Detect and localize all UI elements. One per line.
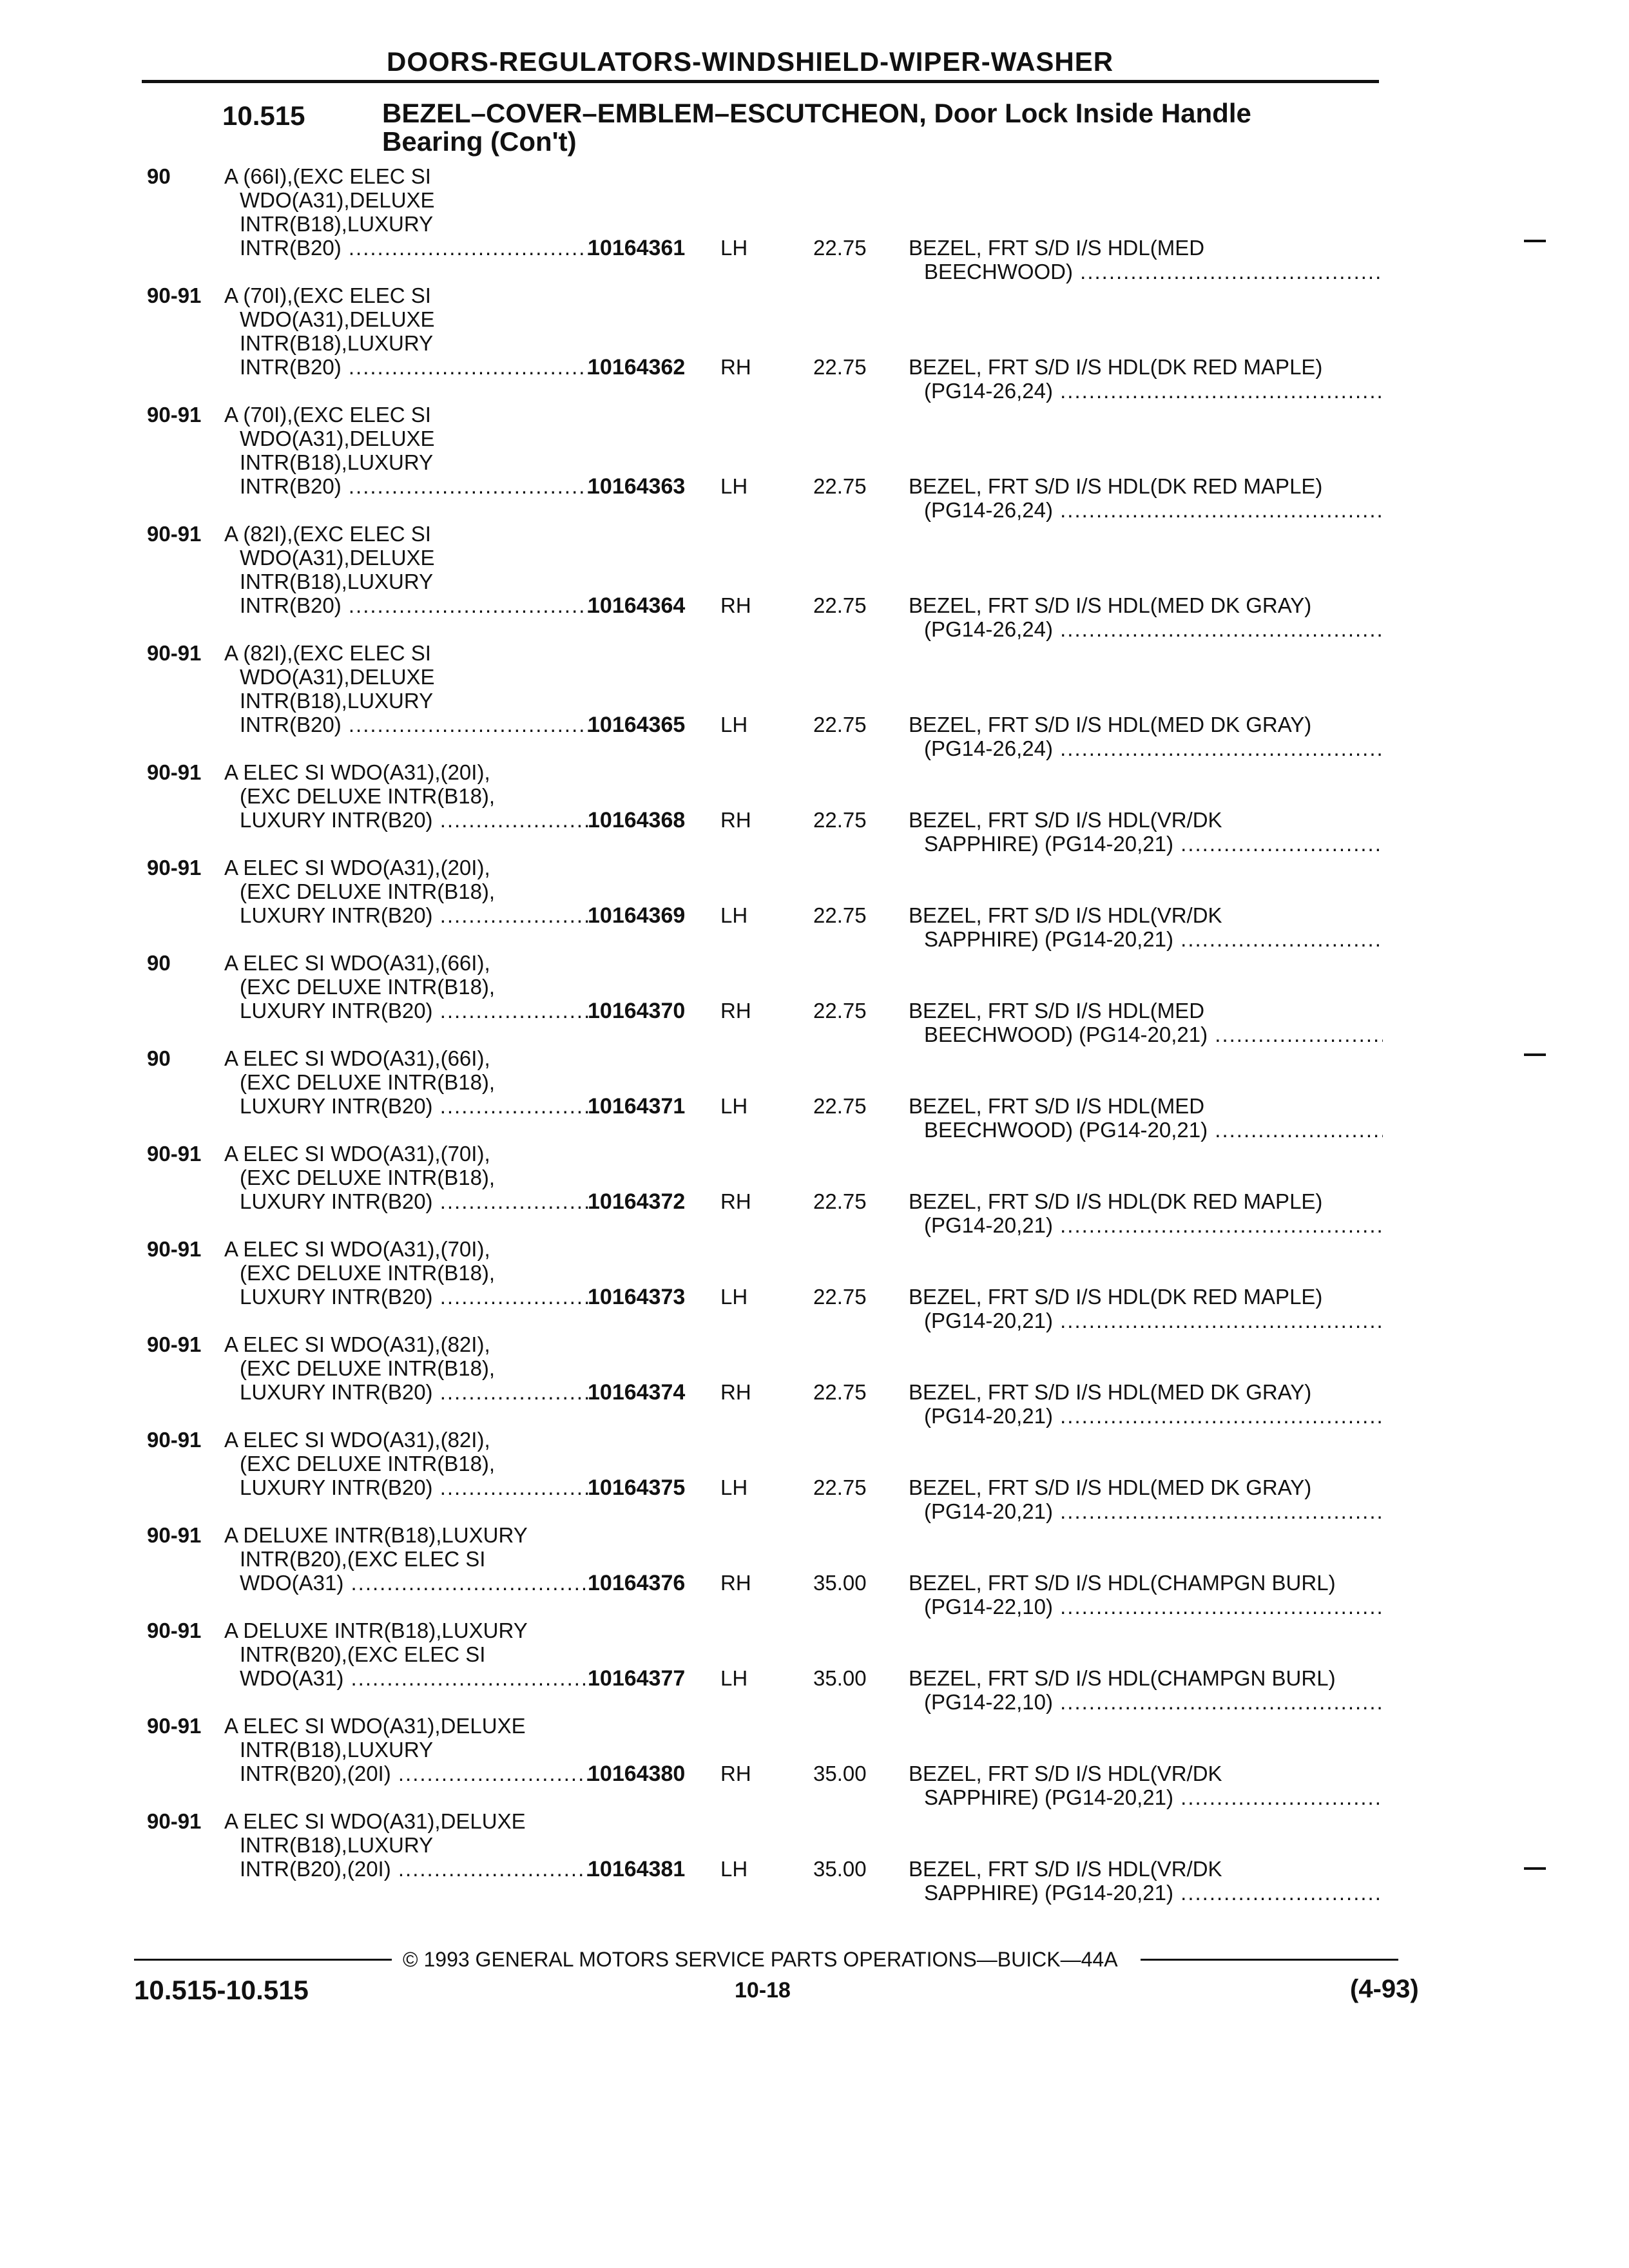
- model-years: 90: [147, 1046, 171, 1070]
- price: 22.75: [813, 1189, 867, 1213]
- part-description: [909, 1571, 1398, 1619]
- usage-description: [224, 284, 585, 379]
- list-item: [0, 522, 1629, 641]
- part-description: [909, 999, 1398, 1046]
- model-years: 90: [147, 164, 171, 188]
- part-description: [909, 593, 1398, 641]
- model-years: 90-91: [147, 403, 202, 427]
- usage-line: (EXC DELUXE INTR(B18),: [240, 784, 496, 808]
- section-title-line2: Bearing (Con't): [382, 126, 577, 157]
- model-years: 90-91: [147, 1142, 202, 1166]
- part-description: [909, 1094, 1398, 1142]
- usage-line: INTR(B20) .....: [224, 355, 592, 379]
- usage-line: A (82I),(EXC ELEC SI: [224, 641, 431, 665]
- list-item: [0, 641, 1629, 760]
- usage-line: LUXURY INTR(B20) .....: [224, 1189, 592, 1213]
- part-description-line2: (PG14-20,21) .....: [909, 1213, 1383, 1237]
- part-number: 10164362: [588, 355, 686, 380]
- part-description-line1: BEZEL, FRT S/D I/S HDL(VR/DK: [909, 1857, 1222, 1881]
- usage-line: INTR(B18),LUXURY: [240, 1738, 434, 1762]
- part-description: [909, 1475, 1398, 1523]
- header-rule: [142, 80, 1379, 83]
- usage-line: INTR(B20),(EXC ELEC SI: [240, 1642, 486, 1666]
- usage-line: A ELEC SI WDO(A31),DELUXE: [224, 1809, 526, 1833]
- list-item: [0, 1332, 1629, 1428]
- usage-line: INTR(B18),LUXURY: [240, 1833, 434, 1857]
- part-description-line2: (PG14-26,24) .....: [909, 379, 1383, 403]
- usage-line: INTR(B20),(EXC ELEC SI: [240, 1547, 486, 1571]
- usage-line: INTR(B18),LUXURY: [240, 570, 434, 593]
- list-item: [0, 164, 1629, 284]
- price: 22.75: [813, 236, 867, 260]
- list-item: [0, 1428, 1629, 1523]
- side-indicator: RH: [720, 1571, 751, 1595]
- usage-description: [224, 856, 585, 927]
- part-description-line2: BEECHWOOD) (PG14-20,21) .....: [909, 1023, 1383, 1046]
- list-item: [0, 284, 1629, 403]
- list-item: [0, 403, 1629, 522]
- usage-line: WDO(A31) .....: [224, 1571, 592, 1595]
- part-description-line1: BEZEL, FRT S/D I/S HDL(MED DK GRAY): [909, 713, 1312, 736]
- part-description: [909, 1762, 1398, 1809]
- model-years: 90-91: [147, 1428, 202, 1452]
- usage-line: A DELUXE INTR(B18),LUXURY: [224, 1619, 528, 1642]
- page-header: DOORS-REGULATORS-WINDSHIELD-WIPER-WASHER: [387, 46, 1114, 77]
- usage-line: WDO(A31),DELUXE: [240, 546, 435, 570]
- usage-line: A (70I),(EXC ELEC SI: [224, 403, 431, 427]
- model-years: 90-91: [147, 522, 202, 546]
- list-item: [0, 1714, 1629, 1809]
- part-description: [909, 1285, 1398, 1332]
- usage-description: [224, 403, 585, 498]
- part-description-line1: BEZEL, FRT S/D I/S HDL(CHAMPGN BURL): [909, 1571, 1336, 1595]
- side-indicator: RH: [720, 593, 751, 617]
- price: 22.75: [813, 808, 867, 832]
- usage-line: A ELEC SI WDO(A31),(70I),: [224, 1237, 490, 1261]
- part-description-line2: (PG14-22,10) .....: [909, 1595, 1383, 1619]
- usage-line: (EXC DELUXE INTR(B18),: [240, 1166, 496, 1189]
- part-description-line1: BEZEL, FRT S/D I/S HDL(VR/DK: [909, 1762, 1222, 1785]
- usage-line: LUXURY INTR(B20) .....: [224, 1094, 592, 1118]
- usage-line: INTR(B20),(20I) .....: [224, 1857, 592, 1881]
- usage-description: [224, 1523, 585, 1595]
- usage-description: [224, 1809, 585, 1881]
- usage-line: LUXURY INTR(B20) .....: [224, 999, 592, 1023]
- usage-description: [224, 1332, 585, 1404]
- footer-rule-left: [134, 1959, 392, 1961]
- side-indicator: RH: [720, 355, 751, 379]
- footer-copyright: © 1993 GENERAL MOTORS SERVICE PARTS OPERATIONS—BUICK—44A: [403, 1948, 1118, 1971]
- list-item: [0, 1237, 1629, 1332]
- usage-line: (EXC DELUXE INTR(B18),: [240, 975, 496, 999]
- price: 35.00: [813, 1762, 867, 1785]
- part-description-line1: BEZEL, FRT S/D I/S HDL(MED: [909, 236, 1205, 260]
- usage-line: A ELEC SI WDO(A31),(70I),: [224, 1142, 490, 1166]
- part-description-line1: BEZEL, FRT S/D I/S HDL(DK RED MAPLE): [909, 1189, 1323, 1213]
- part-description: [909, 808, 1398, 856]
- usage-line: A ELEC SI WDO(A31),(82I),: [224, 1428, 490, 1452]
- usage-line: A ELEC SI WDO(A31),DELUXE: [224, 1714, 526, 1738]
- usage-line: A ELEC SI WDO(A31),(20I),: [224, 760, 490, 784]
- section-title-line1: BEZEL–COVER–EMBLEM–ESCUTCHEON, Door Lock Inside Handle: [382, 98, 1251, 128]
- usage-line: A DELUXE INTR(B18),LUXURY: [224, 1523, 528, 1547]
- list-item: [0, 1046, 1629, 1142]
- margin-mark: [1524, 240, 1546, 242]
- usage-description: [224, 1046, 585, 1118]
- part-number: 10164376: [588, 1571, 686, 1595]
- usage-description: [224, 1142, 585, 1213]
- part-number: 10164370: [588, 999, 686, 1023]
- model-years: 90-91: [147, 1523, 202, 1547]
- part-description-line1: BEZEL, FRT S/D I/S HDL(CHAMPGN BURL): [909, 1666, 1336, 1690]
- part-description-line1: BEZEL, FRT S/D I/S HDL(MED DK GRAY): [909, 1475, 1312, 1499]
- list-item: [0, 1142, 1629, 1237]
- part-description-line1: BEZEL, FRT S/D I/S HDL(MED: [909, 999, 1205, 1023]
- margin-mark: [1524, 1867, 1546, 1870]
- price: 35.00: [813, 1571, 867, 1595]
- usage-line: INTR(B20) .....: [224, 474, 592, 498]
- model-years: 90-91: [147, 856, 202, 879]
- usage-description: [224, 164, 585, 260]
- price: 22.75: [813, 903, 867, 927]
- side-indicator: RH: [720, 1762, 751, 1785]
- part-description: [909, 236, 1398, 284]
- part-description-line2: (PG14-26,24) .....: [909, 736, 1383, 760]
- price: 22.75: [813, 999, 867, 1023]
- usage-line: A ELEC SI WDO(A31),(66I),: [224, 1046, 490, 1070]
- footer-rule-right: [1141, 1959, 1398, 1961]
- usage-description: [224, 1714, 585, 1785]
- list-item: [0, 856, 1629, 951]
- usage-line: INTR(B18),LUXURY: [240, 450, 434, 474]
- usage-line: A ELEC SI WDO(A31),(82I),: [224, 1332, 490, 1356]
- usage-line: INTR(B20),(20I) .....: [224, 1762, 592, 1785]
- footer-page-number: 10-18: [735, 1978, 791, 2003]
- model-years: 90-91: [147, 1714, 202, 1738]
- usage-description: [224, 951, 585, 1023]
- usage-line: INTR(B18),LUXURY: [240, 331, 434, 355]
- usage-line: WDO(A31),DELUXE: [240, 427, 435, 450]
- side-indicator: LH: [720, 1094, 748, 1118]
- part-description-line2: (PG14-26,24) .....: [909, 617, 1383, 641]
- part-description: [909, 474, 1398, 522]
- price: 22.75: [813, 1285, 867, 1309]
- usage-line: A ELEC SI WDO(A31),(20I),: [224, 856, 490, 879]
- part-number: 10164377: [588, 1666, 686, 1691]
- model-years: 90-91: [147, 1809, 202, 1833]
- price: 22.75: [813, 1094, 867, 1118]
- model-years: 90-91: [147, 284, 202, 307]
- price: 35.00: [813, 1666, 867, 1690]
- margin-mark: [1524, 1053, 1546, 1056]
- price: 22.75: [813, 1380, 867, 1404]
- usage-line: A (70I),(EXC ELEC SI: [224, 284, 431, 307]
- part-description-line2: SAPPHIRE) (PG14-20,21) .....: [909, 1881, 1383, 1905]
- part-description-line1: BEZEL, FRT S/D I/S HDL(VR/DK: [909, 808, 1222, 832]
- usage-line: A ELEC SI WDO(A31),(66I),: [224, 951, 490, 975]
- part-number: 10164371: [588, 1094, 686, 1119]
- part-number: 10164381: [588, 1857, 686, 1881]
- side-indicator: LH: [720, 1475, 748, 1499]
- part-number: 10164374: [588, 1380, 686, 1405]
- part-number: 10164364: [588, 593, 686, 618]
- price: 22.75: [813, 713, 867, 736]
- side-indicator: RH: [720, 1189, 751, 1213]
- part-description-line1: BEZEL, FRT S/D I/S HDL(MED DK GRAY): [909, 1380, 1312, 1404]
- part-description-line1: BEZEL, FRT S/D I/S HDL(DK RED MAPLE): [909, 1285, 1323, 1309]
- part-number: 10164372: [588, 1189, 686, 1214]
- usage-line: LUXURY INTR(B20) .....: [224, 903, 592, 927]
- model-years: 90-91: [147, 1332, 202, 1356]
- part-number: 10164361: [588, 236, 686, 260]
- model-years: 90: [147, 951, 171, 975]
- footer-date: (4-93): [1350, 1975, 1419, 2003]
- footer-section-range: 10.515-10.515: [134, 1975, 309, 2005]
- model-years: 90-91: [147, 1619, 202, 1642]
- usage-line: (EXC DELUXE INTR(B18),: [240, 879, 496, 903]
- part-description-line2: (PG14-20,21) .....: [909, 1404, 1383, 1428]
- part-description-line1: BEZEL, FRT S/D I/S HDL(VR/DK: [909, 903, 1222, 927]
- side-indicator: LH: [720, 236, 748, 260]
- list-item: [0, 1619, 1629, 1714]
- part-description: [909, 1189, 1398, 1237]
- part-description-line1: BEZEL, FRT S/D I/S HDL(MED: [909, 1094, 1205, 1118]
- price: 35.00: [813, 1857, 867, 1881]
- side-indicator: LH: [720, 1857, 748, 1881]
- usage-description: [224, 522, 585, 617]
- model-years: 90-91: [147, 1237, 202, 1261]
- usage-line: INTR(B20) .....: [224, 593, 592, 617]
- usage-line: WDO(A31) .....: [224, 1666, 592, 1690]
- model-years: 90-91: [147, 760, 202, 784]
- usage-line: A (66I),(EXC ELEC SI: [224, 164, 431, 188]
- part-description-line1: BEZEL, FRT S/D I/S HDL(MED DK GRAY): [909, 593, 1312, 617]
- part-description-line2: BEECHWOOD) .....: [909, 260, 1383, 284]
- part-description-line2: (PG14-22,10) .....: [909, 1690, 1383, 1714]
- part-description: [909, 713, 1398, 760]
- usage-line: INTR(B20) .....: [224, 236, 592, 260]
- part-description: [909, 903, 1398, 951]
- side-indicator: LH: [720, 1285, 748, 1309]
- part-number: 10164369: [588, 903, 686, 928]
- price: 22.75: [813, 593, 867, 617]
- usage-line: LUXURY INTR(B20) .....: [224, 1285, 592, 1309]
- price: 22.75: [813, 355, 867, 379]
- side-indicator: LH: [720, 1666, 748, 1690]
- usage-line: WDO(A31),DELUXE: [240, 665, 435, 689]
- part-description-line2: SAPPHIRE) (PG14-20,21) .....: [909, 1785, 1383, 1809]
- usage-line: LUXURY INTR(B20) .....: [224, 808, 592, 832]
- usage-line: INTR(B20) .....: [224, 713, 592, 736]
- side-indicator: RH: [720, 999, 751, 1023]
- usage-line: (EXC DELUXE INTR(B18),: [240, 1452, 496, 1475]
- usage-line: WDO(A31),DELUXE: [240, 188, 435, 212]
- usage-description: [224, 1428, 585, 1499]
- price: 22.75: [813, 474, 867, 498]
- side-indicator: LH: [720, 474, 748, 498]
- part-number: 10164380: [588, 1762, 686, 1786]
- usage-line: INTR(B18),LUXURY: [240, 689, 434, 713]
- price: 22.75: [813, 1475, 867, 1499]
- part-description-line2: (PG14-26,24) .....: [909, 498, 1383, 522]
- list-item: [0, 1523, 1629, 1619]
- part-description: [909, 1666, 1398, 1714]
- usage-line: (EXC DELUXE INTR(B18),: [240, 1261, 496, 1285]
- side-indicator: RH: [720, 808, 751, 832]
- list-item: [0, 1809, 1629, 1905]
- usage-description: [224, 1237, 585, 1309]
- usage-line: WDO(A31),DELUXE: [240, 307, 435, 331]
- usage-line: LUXURY INTR(B20) .....: [224, 1380, 592, 1404]
- part-number: 10164375: [588, 1475, 686, 1500]
- side-indicator: RH: [720, 1380, 751, 1404]
- part-description-line2: BEECHWOOD) (PG14-20,21) .....: [909, 1118, 1383, 1142]
- usage-line: (EXC DELUXE INTR(B18),: [240, 1070, 496, 1094]
- part-description-line2: SAPPHIRE) (PG14-20,21) .....: [909, 927, 1383, 951]
- part-number: 10164365: [588, 713, 686, 737]
- usage-description: [224, 641, 585, 736]
- part-number: 10164363: [588, 474, 686, 499]
- usage-line: (EXC DELUXE INTR(B18),: [240, 1356, 496, 1380]
- part-description: [909, 1380, 1398, 1428]
- part-description-line1: BEZEL, FRT S/D I/S HDL(DK RED MAPLE): [909, 474, 1323, 498]
- part-description-line1: BEZEL, FRT S/D I/S HDL(DK RED MAPLE): [909, 355, 1323, 379]
- section-number: 10.515: [222, 101, 305, 131]
- section-title: [382, 99, 1349, 156]
- model-years: 90-91: [147, 641, 202, 665]
- usage-description: [224, 760, 585, 832]
- usage-description: [224, 1619, 585, 1690]
- side-indicator: LH: [720, 903, 748, 927]
- part-description: [909, 355, 1398, 403]
- part-number: 10164368: [588, 808, 686, 832]
- part-description-line2: SAPPHIRE) (PG14-20,21) .....: [909, 832, 1383, 856]
- list-item: [0, 951, 1629, 1046]
- usage-line: LUXURY INTR(B20) .....: [224, 1475, 592, 1499]
- side-indicator: LH: [720, 713, 748, 736]
- list-item: [0, 760, 1629, 856]
- usage-line: A (82I),(EXC ELEC SI: [224, 522, 431, 546]
- part-description: [909, 1857, 1398, 1905]
- part-description-line2: (PG14-20,21) .....: [909, 1499, 1383, 1523]
- parts-list: [0, 164, 1629, 1905]
- part-description-line2: (PG14-20,21) .....: [909, 1309, 1383, 1332]
- usage-line: INTR(B18),LUXURY: [240, 212, 434, 236]
- part-number: 10164373: [588, 1285, 686, 1309]
